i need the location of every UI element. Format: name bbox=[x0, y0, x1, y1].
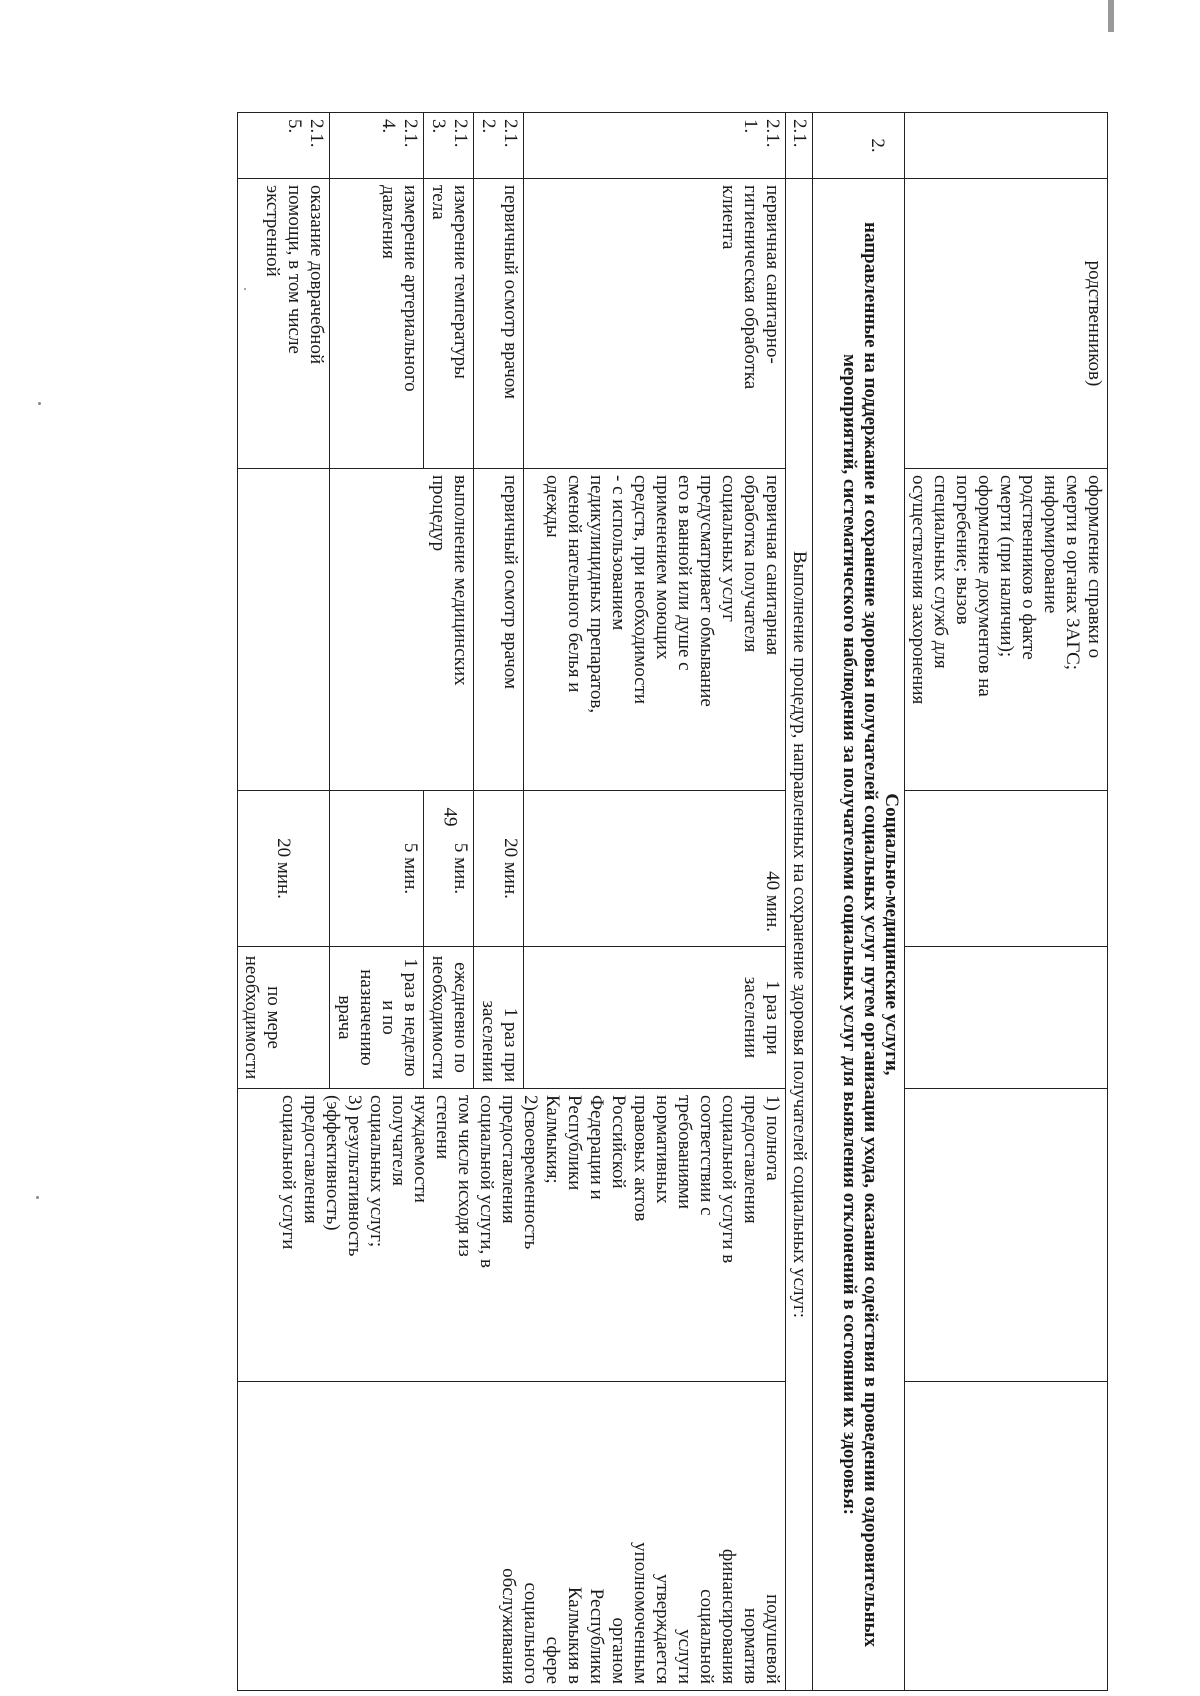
subsection-title: Выполнение процедур, направленных на сохранение здоровья получателей социальных услуг: bbox=[786, 179, 813, 1691]
section-heading bbox=[813, 179, 905, 1691]
item-duration: 20 мин. bbox=[238, 791, 330, 947]
quality-conditions: 1) полнота предоставления социальной услуги в соответствии с требованиями нормативных правовых актов Российской Федерации и Республики Калмыкия; 2)своевременность предоставления социальной услуги, в том числе исходя из степени нуждаемости получателя социальных услуг; 3) результативность (эффективность) предоставления социальной услуги bbox=[238, 1089, 786, 1382]
top-quality-cell bbox=[905, 1089, 1108, 1382]
item-frequency: 1 раз в неделю и по назначению врача bbox=[330, 947, 424, 1089]
item-number: 2.1. 3. bbox=[424, 113, 474, 179]
top-financing-cell bbox=[905, 1382, 1108, 1691]
table-row bbox=[524, 113, 786, 1691]
item-number: 2.1. 5. bbox=[238, 113, 330, 179]
item-duration: 5 мин. bbox=[330, 791, 424, 947]
item-description bbox=[238, 469, 330, 791]
top-name-cell bbox=[905, 179, 1108, 469]
rotated-page bbox=[72, 112, 1108, 1690]
top-description-cell bbox=[905, 469, 1108, 791]
services-table bbox=[237, 112, 1108, 1691]
scan-speck bbox=[36, 1196, 39, 1199]
top-name-text: родственников) bbox=[1084, 260, 1105, 387]
page-number: 49 bbox=[439, 807, 461, 827]
item-frequency: по мере необходимости bbox=[238, 947, 330, 1089]
item-description: выполнение медицинских процедур bbox=[330, 469, 474, 791]
item-duration: 40 мин. bbox=[524, 791, 786, 947]
item-name: измерение температуры тела bbox=[424, 179, 474, 469]
top-number-cell bbox=[905, 113, 1108, 179]
item-name: измерение артериального давления bbox=[330, 179, 424, 469]
item-frequency: ежедневно по необходимости bbox=[424, 947, 474, 1089]
item-number: 2.1. 1. bbox=[524, 113, 786, 179]
item-frequency: 1 раз при заселении bbox=[474, 947, 524, 1089]
item-number: 2.1. 2. bbox=[474, 113, 524, 179]
section-number: 2. bbox=[813, 113, 905, 179]
financing-note: подушевой норматив финансирования социальной услуги утверждается уполномоченным органом Республики Калмыкия в сфере социального обслуживания bbox=[238, 1382, 786, 1691]
subsection-number: 2.1. bbox=[786, 113, 813, 179]
item-name: первичная санитарно- гигиеническая обработка клиента bbox=[524, 179, 786, 469]
scan-edge-mark bbox=[1108, 0, 1114, 32]
section-header-row bbox=[813, 113, 905, 1691]
item-frequency: 1 раз при заселении bbox=[524, 947, 786, 1089]
subsection-row bbox=[786, 113, 813, 1691]
item-duration: 5 мин. bbox=[424, 791, 474, 947]
item-description: первичная санитарная обработка получателя социальных услуг предусматривает обмывание его в ванной или душе с применением моющих средств, при необходимости - с использованием педикулицидных препаратов, сменой нательного белья и одежды bbox=[524, 469, 786, 791]
item-duration: 20 мин. bbox=[474, 791, 524, 947]
table-row-top bbox=[905, 113, 1108, 1691]
item-name: оказание доврачебной помощи, в том числе экстренной bbox=[238, 179, 330, 469]
section-title: Социально-медицинские услуги, bbox=[881, 793, 902, 1076]
item-description: первичный осмотр врачом bbox=[474, 469, 524, 791]
section-description: направленные на поддержание и сохранение здоровья получателей социальных услуг путем организации ухода, оказания содействия в проведении оздоровительных мероприятий, систематического наблюдения за получателями социальных услуг для выявления отклонений в состоянии их здоровья: bbox=[839, 222, 881, 1647]
scan-speck bbox=[38, 402, 41, 405]
top-description-text: оформление справки о смерти в органах ЗАГС; информирование родственников о факте смерти (при наличии); оформление документов на погребение; вызов специальных служб для осуществления захоронения bbox=[908, 475, 1105, 705]
item-name: первичный осмотр врачом bbox=[474, 179, 524, 469]
item-number: 2.1. 4. bbox=[330, 113, 424, 179]
top-frequency-cell bbox=[905, 947, 1108, 1089]
top-duration-cell bbox=[905, 791, 1108, 947]
